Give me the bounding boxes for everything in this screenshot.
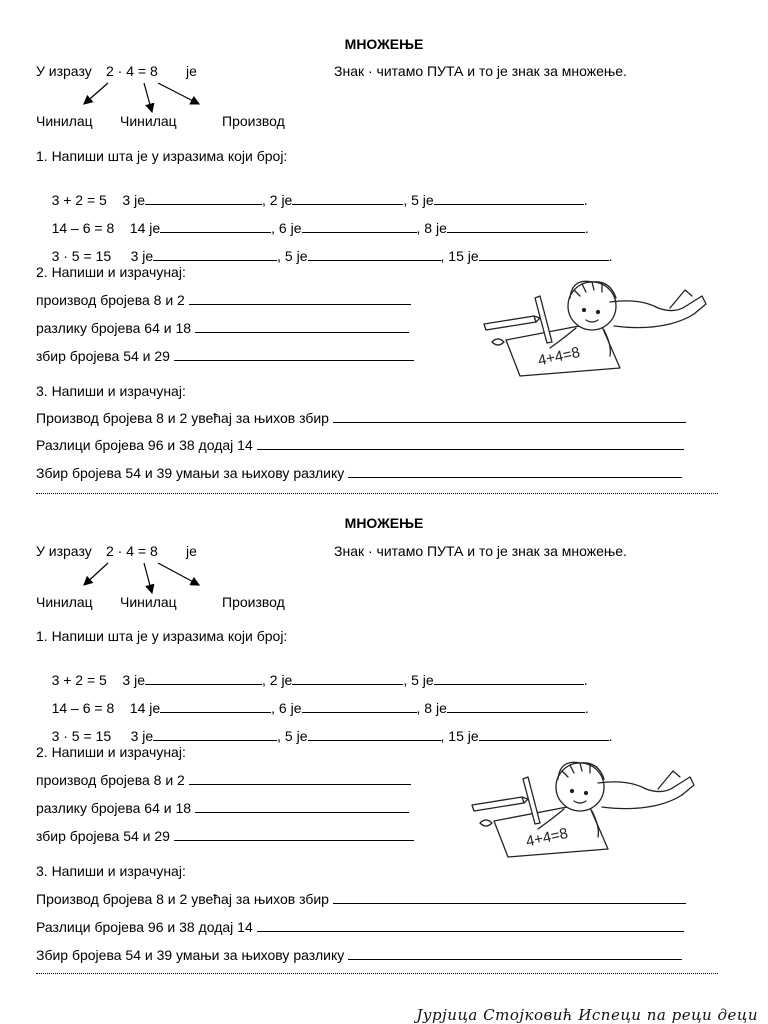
task3-item [36, 891, 686, 907]
worksheet-1 [0, 0, 768, 500]
task1-expr: 3 + 2 = 5 [51, 672, 107, 688]
task1-expr: 3 · 5 = 15 [51, 728, 112, 744]
task3-item-label: Производ бројева 8 и 2 увећај за њихов збир [36, 891, 329, 907]
worksheet-title: МНОЖЕЊЕ [344, 515, 424, 531]
intro-suffix: је [186, 63, 197, 79]
cut-line [36, 973, 718, 974]
task3-item-label: Збир бројева 54 и 39 умањи за њихову разлику [36, 947, 345, 963]
answer-blank[interactable] [189, 772, 411, 785]
term-factor-2: Чинилац [120, 113, 177, 129]
task2-item-label: збир бројева 54 и 29 [36, 828, 170, 844]
task1-end-mark: . [608, 248, 613, 264]
answer-blank[interactable] [479, 248, 609, 261]
task1-item-label: , 5 је [277, 248, 308, 264]
multiplication-sign-note: Знак · читамо ПУТА и то је знак за множење. [334, 543, 627, 559]
term-factor-2: Чинилац [120, 594, 177, 610]
answer-blank[interactable] [174, 348, 414, 361]
task2-item [36, 348, 414, 364]
task2-item-label: разлику бројева 64 и 18 [36, 320, 192, 336]
task3-item [36, 410, 686, 426]
answer-blank[interactable] [153, 248, 277, 261]
task1-item-label: , 8 је [416, 700, 447, 716]
answer-blank[interactable] [257, 919, 684, 932]
task2-item-label: производ бројева 8 и 2 [36, 772, 185, 788]
task2-item [36, 320, 409, 336]
answer-blank[interactable] [195, 800, 409, 813]
task3-item-label: Разлици бројева 96 и 38 додај 14 [36, 437, 253, 453]
boy-drawing-numbers-icon [468, 749, 698, 861]
task2-item-label: производ бројева 8 и 2 [36, 292, 185, 308]
task2-item [36, 772, 411, 788]
task3-heading: 3. Напиши и израчунај: [36, 863, 186, 879]
answer-blank[interactable] [153, 728, 277, 741]
term-product: Производ [222, 594, 285, 610]
answer-blank[interactable] [257, 437, 684, 450]
task3-heading: 3. Напиши и израчунај: [36, 383, 186, 399]
task2-item [36, 800, 409, 816]
task1-end-mark: . [608, 728, 613, 744]
task1-item-label: 14 је [129, 220, 161, 236]
task3-item [36, 947, 682, 963]
answer-blank[interactable] [333, 410, 686, 423]
task1-item-label: , 5 је [403, 672, 434, 688]
answer-blank[interactable] [348, 947, 682, 960]
multiplication-sign-note: Знак · читамо ПУТА и то је знак за множење. [334, 63, 627, 79]
author-signature: Јурјица Стојковић Испеци па реци деци [416, 1006, 758, 1024]
task1-end-mark: . [583, 192, 588, 208]
task1-item-label: , 15 је [440, 728, 479, 744]
answer-blank[interactable] [195, 320, 409, 333]
term-arrows [0, 0, 768, 120]
task1-heading: 1. Напиши шта је у изразима који број: [36, 148, 288, 164]
task1-end-mark: . [584, 220, 589, 236]
task1-item-label: , 2 је [261, 192, 293, 208]
task1-heading: 1. Напиши шта је у изразима који број: [36, 628, 288, 644]
task3-item [36, 919, 684, 935]
task1-item-label: , 6 је [271, 220, 302, 236]
task3-item [36, 437, 684, 453]
term-arrows [0, 477, 768, 607]
answer-blank[interactable] [308, 248, 441, 261]
task1-item-label: 3 је [122, 192, 145, 208]
task3-item-label: Разлици бројева 96 и 38 додај 14 [36, 919, 253, 935]
task2-item-label: збир бројева 54 и 29 [36, 348, 170, 364]
intro-expression: 2 · 4 = 8 [106, 543, 158, 559]
task2-item [36, 292, 411, 308]
intro-suffix: је [186, 543, 197, 559]
term-factor-1: Чинилац [36, 113, 93, 129]
answer-blank[interactable] [479, 728, 609, 741]
task2-heading: 2. Напиши и израчунај: [36, 264, 186, 280]
task1-item-label: , 6 је [271, 700, 302, 716]
intro-prefix: У изразу [36, 543, 92, 559]
task1-item-label: 3 је [130, 728, 154, 744]
task1-expr: 14 – 6 = 8 [51, 700, 115, 716]
task1-item-label: , 8 је [416, 220, 447, 236]
task1-item-label: 14 је [129, 700, 161, 716]
paper-numbers: 4+4=8 [536, 343, 582, 370]
task1-item-label: , 2 је [261, 672, 293, 688]
task1-item-label: , 5 је [403, 192, 434, 208]
worksheet-2 [0, 477, 768, 977]
worksheet-title: МНОЖЕЊЕ [344, 36, 424, 52]
task1-expr: 14 – 6 = 8 [51, 220, 115, 236]
term-product: Производ [222, 113, 285, 129]
boy-drawing-numbers-icon [480, 268, 710, 380]
task2-item-label: разлику бројева 64 и 18 [36, 800, 192, 816]
task1-item-label: 3 је [122, 672, 145, 688]
answer-blank[interactable] [174, 828, 414, 841]
task1-item-label: , 5 је [277, 728, 308, 744]
task1-item-label: 3 је [130, 248, 154, 264]
answer-blank[interactable] [308, 728, 441, 741]
answer-blank[interactable] [189, 292, 411, 305]
task1-end-mark: . [583, 672, 588, 688]
paper-numbers: 4+4=8 [524, 824, 570, 851]
intro-prefix: У изразу [36, 63, 92, 79]
task1-expr: 3 · 5 = 15 [51, 248, 112, 264]
task3-item-label: Збир бројева 54 и 39 умањи за њихову разлику [36, 465, 345, 481]
task3-item-label: Производ бројева 8 и 2 увећај за њихов збир [36, 410, 329, 426]
task1-item-label: , 15 је [440, 248, 479, 264]
task1-end-mark: . [584, 700, 589, 716]
task2-item [36, 828, 414, 844]
task1-expr: 3 + 2 = 5 [51, 192, 107, 208]
answer-blank[interactable] [333, 891, 686, 904]
intro-expression: 2 · 4 = 8 [106, 63, 158, 79]
task2-heading: 2. Напиши и израчунај: [36, 744, 186, 760]
term-factor-1: Чинилац [36, 594, 93, 610]
